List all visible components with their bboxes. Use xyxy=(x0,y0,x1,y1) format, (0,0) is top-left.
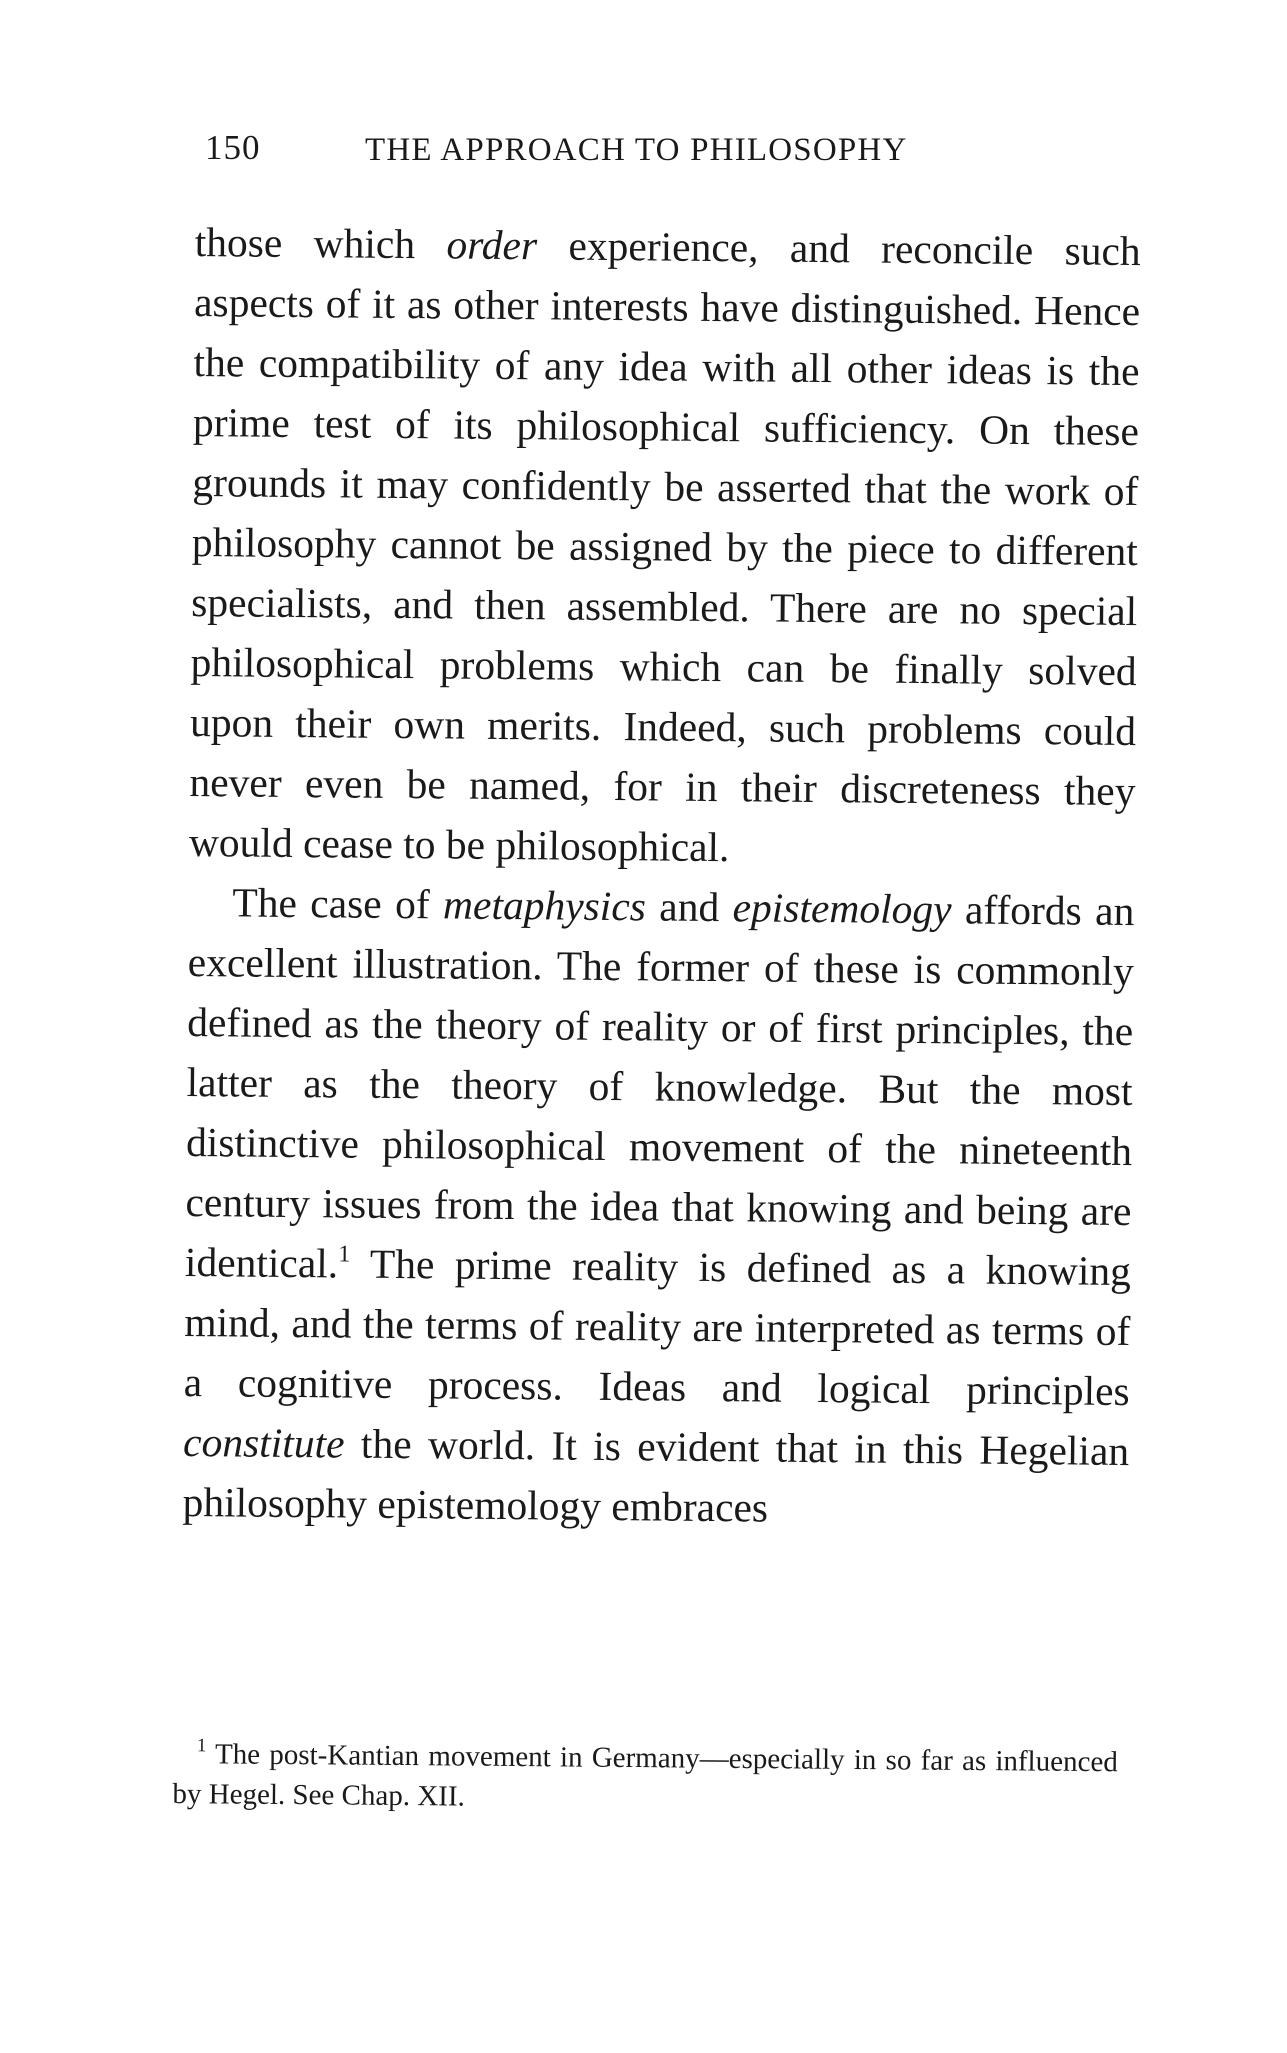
text-run: experience, and reconcile such aspects of it as other interests have distinguished. Hence the compatibility of any idea with all other ideas is the prime test of its philosophical sufficiency. On these grounds it may confidently be asserted that the work of philosophy cannot be assigned by the piece to different specialists, and then assembled. There are no special philosophical problems which can be finally solved upon their own merits. Indeed, such problems could never even be named, for in their discreteness they would cease to be philosophical. xyxy=(188,222,1141,871)
italic-term: epistemology xyxy=(732,884,952,933)
italic-term: metaphysics xyxy=(442,881,647,930)
text-run: the world. It is evident that in this Hegelian philosophy epistemology embraces xyxy=(182,1420,1130,1531)
italic-term: constitute xyxy=(182,1418,345,1467)
page-header xyxy=(205,128,1005,178)
text-run: The case of xyxy=(232,879,444,928)
text-run: those which xyxy=(194,218,447,268)
text-run: affords an excellent illustration. The former of these is commonly defined as the theory of reality or of first principles, the latter as the theory of knowledge. But the most distinctive philosophical movement of the nineteenth century issues from the idea that knowing and being are identical. xyxy=(184,886,1135,1287)
italic-term: order xyxy=(446,221,538,269)
footnote-reference: 1 xyxy=(338,1241,351,1268)
running-title: THE APPROACH TO PHILOSOPHY xyxy=(365,132,908,168)
page-number: 150 xyxy=(205,128,261,167)
text-run: The prime reality is defined as a knowing mind, and the terms of reality are interpreted as terms of a cognitive process. Ideas and logical principles xyxy=(183,1240,1132,1415)
footnote-paragraph xyxy=(172,1734,1118,1822)
footnote-text: The post-Kantian movement in Germany—especially in so far as influenced by Hegel. See Chap. XII. xyxy=(172,1738,1118,1813)
body-text xyxy=(182,212,1141,1541)
footnote-marker: 1 xyxy=(196,1735,207,1757)
text-run: and xyxy=(645,883,733,931)
footnote xyxy=(172,1734,1118,1822)
paragraph xyxy=(189,212,1141,881)
paragraph xyxy=(182,872,1134,1541)
